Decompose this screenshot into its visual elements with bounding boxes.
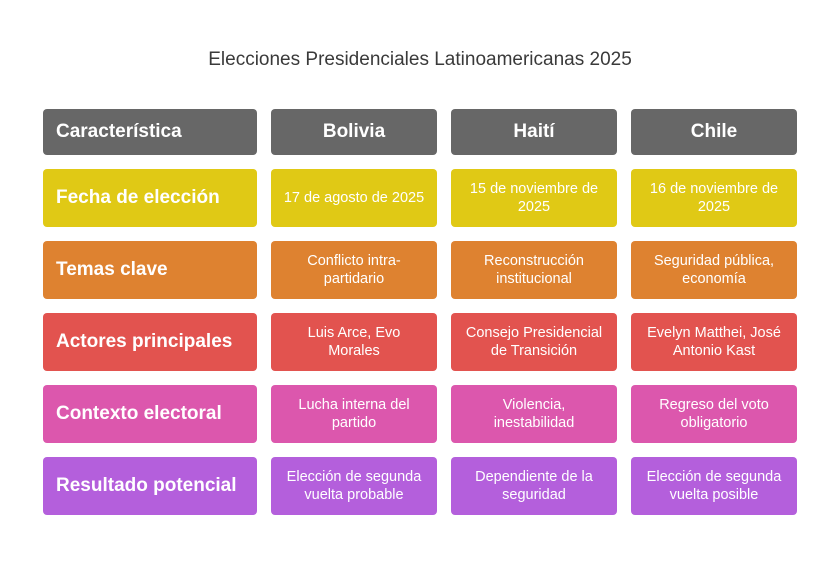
row-label-fecha: Fecha de elección bbox=[43, 169, 257, 227]
row-label-actores: Actores principales bbox=[43, 313, 257, 371]
cell-contexto-chile: Regreso del voto obligatorio bbox=[631, 385, 797, 443]
cell-resultado-haiti: Dependiente de la seguridad bbox=[451, 457, 617, 515]
cell-contexto-bolivia: Lucha interna del partido bbox=[271, 385, 437, 443]
cell-temas-bolivia: Conflicto intra-partidario bbox=[271, 241, 437, 299]
cell-actores-haiti: Consejo Presidencial de Transición bbox=[451, 313, 617, 371]
cell-resultado-chile: Elección de segunda vuelta posible bbox=[631, 457, 797, 515]
cell-contexto-haiti: Violencia, inestabilidad bbox=[451, 385, 617, 443]
header-country-haiti: Haití bbox=[451, 109, 617, 155]
cell-actores-chile: Evelyn Matthei, José Antonio Kast bbox=[631, 313, 797, 371]
cell-actores-bolivia: Luis Arce, Evo Morales bbox=[271, 313, 437, 371]
row-label-temas: Temas clave bbox=[43, 241, 257, 299]
page-title: Elecciones Presidenciales Latinoamericanas 2025 bbox=[208, 49, 632, 70]
cell-temas-chile: Seguridad pública, economía bbox=[631, 241, 797, 299]
header-country-bolivia: Bolivia bbox=[271, 109, 437, 155]
cell-fecha-haiti: 15 de noviembre de 2025 bbox=[451, 169, 617, 227]
row-label-contexto: Contexto electoral bbox=[43, 385, 257, 443]
comparison-table bbox=[43, 109, 797, 515]
cell-fecha-chile: 16 de noviembre de 2025 bbox=[631, 169, 797, 227]
cell-fecha-bolivia: 17 de agosto de 2025 bbox=[271, 169, 437, 227]
header-country-chile: Chile bbox=[631, 109, 797, 155]
header-characteristic-cell: Característica bbox=[43, 109, 257, 155]
cell-resultado-bolivia: Elección de segunda vuelta probable bbox=[271, 457, 437, 515]
row-label-resultado: Resultado potencial bbox=[43, 457, 257, 515]
cell-temas-haiti: Reconstrucción institucional bbox=[451, 241, 617, 299]
